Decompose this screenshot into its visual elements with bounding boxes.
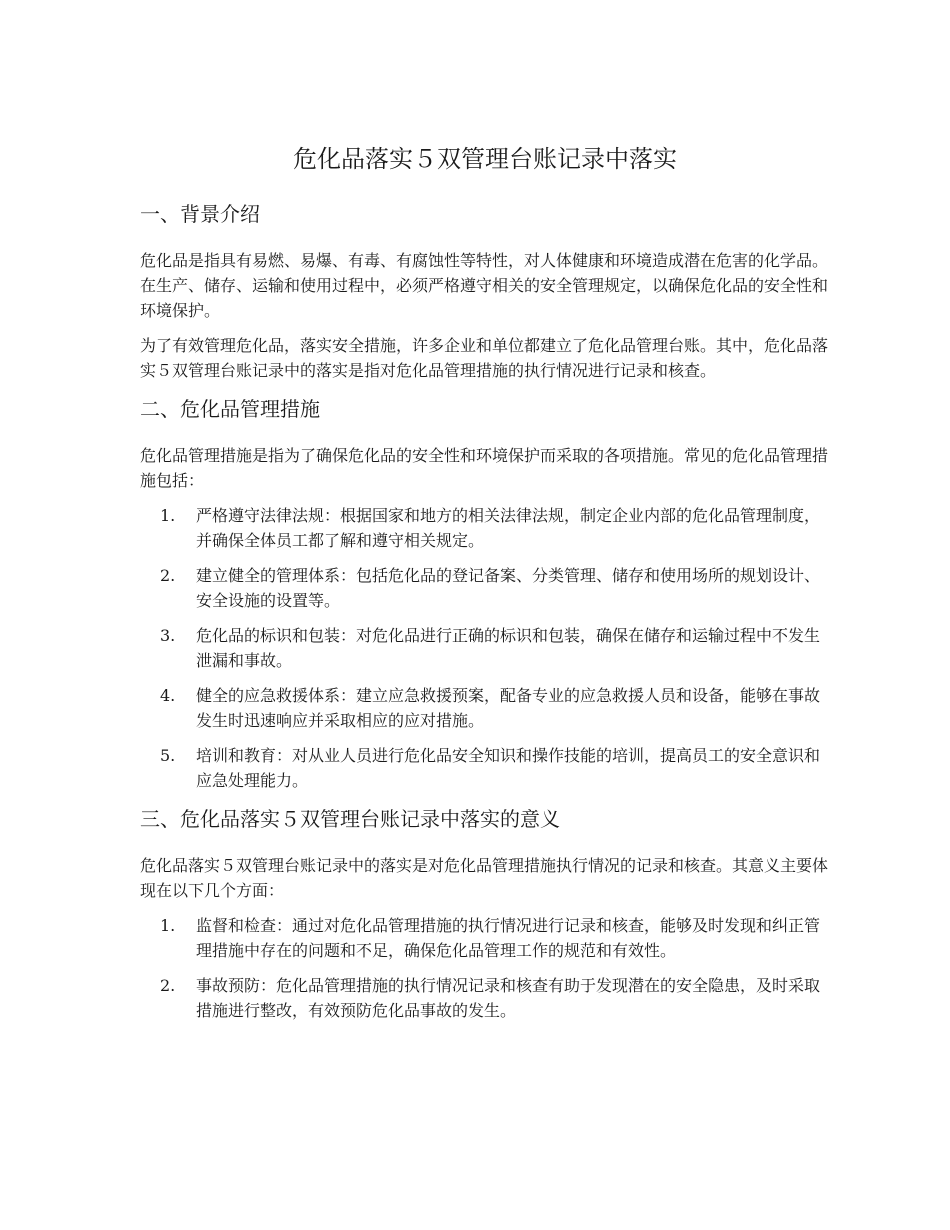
list-number: 1. [160,916,176,935]
list-item [140,563,830,613]
list-item-text: 培训和教育：对从业人员进行危化品安全知识和操作技能的培训，提高员工的安全意识和应急处理能力。 [196,746,821,790]
list-item [140,913,830,963]
list-item [140,683,830,733]
list-number: 2. [160,976,176,995]
paragraph: 危化品管理措施是指为了确保危化品的安全性和环境保护而采取的各项措施。常见的危化品管理措施包括： [140,446,829,490]
section-heading: 二、危化品管理措施 [140,397,320,421]
numbered-list [140,503,830,793]
document-page [140,140,830,1033]
list-item-text: 建立健全的管理体系：包括危化品的登记备案、分类管理、储存和使用场所的规划设计、安全设施的设置等。 [196,566,821,610]
list-item-text: 严格遵守法律法规：根据国家和地方的相关法律法规，制定企业内部的危化品管理制度，并确保全体员工都了解和遵守相关规定。 [196,506,821,550]
document-title: 危化品落实５双管理台账记录中落实 [293,145,677,173]
list-item [140,973,830,1023]
numbered-list [140,913,830,1023]
list-item [140,743,830,793]
list-item [140,623,830,673]
list-number: 1. [160,506,176,525]
list-item-text: 健全的应急救援体系：建立应急救援预案，配备专业的应急救援人员和设备，能够在事故发生时迅速响应并采取相应的应对措施。 [196,686,821,730]
paragraph: 危化品是指具有易燃、易爆、有毒、有腐蚀性等特性，对人体健康和环境造成潜在危害的化学品。在生产、储存、运输和使用过程中，必须严格遵守相关的安全管理规定，以确保危化品的安全性和环境保护。 [140,251,829,320]
list-number: 3. [160,626,176,645]
paragraph: 为了有效管理危化品，落实安全措施，许多企业和单位都建立了危化品管理台账。其中，危化品落实５双管理台账记录中的落实是指对危化品管理措施的执行情况进行记录和核查。 [140,336,829,380]
list-item-text: 危化品的标识和包装：对危化品进行正确的标识和包装，确保在储存和运输过程中不发生泄漏和事故。 [196,626,821,670]
list-number: 2. [160,566,176,585]
section-background [140,198,830,383]
list-item-text: 监督和检查：通过对危化品管理措施的执行情况进行记录和核查，能够及时发现和纠正管理措施中存在的问题和不足，确保危化品管理工作的规范和有效性。 [196,916,821,960]
list-number: 5. [160,746,176,765]
section-heading: 三、危化品落实５双管理台账记录中落实的意义 [140,807,560,831]
section-heading: 一、背景介绍 [140,202,260,226]
list-item-text: 事故预防：危化品管理措施的执行情况记录和核查有助于发现潜在的安全隐患，及时采取措施进行整改，有效预防危化品事故的发生。 [196,976,821,1020]
list-item [140,503,830,553]
list-number: 4. [160,686,176,705]
section-measures [140,393,830,793]
section-significance [140,803,830,1023]
paragraph: 危化品落实５双管理台账记录中的落实是对危化品管理措施执行情况的记录和核查。其意义主要体现在以下几个方面： [140,856,829,900]
